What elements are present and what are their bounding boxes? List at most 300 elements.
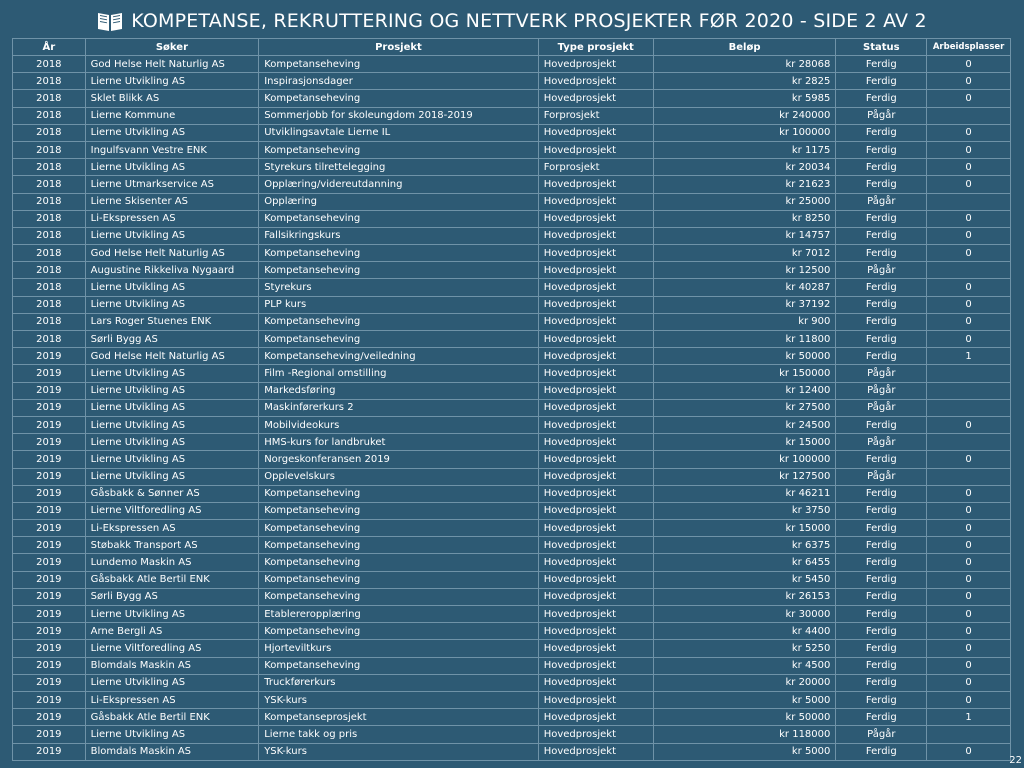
project-type-cell: Forprosjekt — [538, 159, 653, 176]
jobs-cell — [927, 382, 1011, 399]
status-cell: Ferdig — [836, 606, 927, 623]
applicant-cell: Sørli Bygg AS — [85, 331, 259, 348]
project-cell: Kompetanseheving — [259, 554, 539, 571]
applicant-cell: Augustine Rikkeliva Nygaard — [85, 262, 259, 279]
table-row — [13, 124, 1011, 141]
jobs-cell — [927, 468, 1011, 485]
jobs-cell: 0 — [927, 210, 1011, 227]
project-cell: Opplæring/videreutdanning — [259, 176, 539, 193]
applicant-cell: Ingulfsvann Vestre ENK — [85, 141, 259, 158]
project-type-cell: Hovedprosjekt — [538, 124, 653, 141]
year-cell: 2018 — [13, 210, 86, 227]
jobs-cell: 0 — [927, 571, 1011, 588]
year-cell: 2018 — [13, 227, 86, 244]
year-cell: 2019 — [13, 416, 86, 433]
table-row — [13, 451, 1011, 468]
year-cell: 2018 — [13, 159, 86, 176]
jobs-cell — [927, 193, 1011, 210]
table-row — [13, 709, 1011, 726]
project-type-cell: Hovedprosjekt — [538, 434, 653, 451]
status-cell: Ferdig — [836, 159, 927, 176]
table-row — [13, 227, 1011, 244]
table-row — [13, 416, 1011, 433]
table-row — [13, 90, 1011, 107]
applicant-cell: Lierne Utvikling AS — [85, 416, 259, 433]
table-row — [13, 588, 1011, 605]
project-cell: YSK-kurs — [259, 743, 539, 760]
project-cell: Utviklingsavtale Lierne IL — [259, 124, 539, 141]
column-header-year: År — [13, 39, 86, 56]
project-type-cell: Hovedprosjekt — [538, 227, 653, 244]
year-cell: 2018 — [13, 193, 86, 210]
table-row — [13, 520, 1011, 537]
project-type-cell: Hovedprosjekt — [538, 313, 653, 330]
applicant-cell: God Helse Helt Naturlig AS — [85, 56, 259, 73]
status-cell: Pågår — [836, 382, 927, 399]
amount-cell: kr 20000 — [653, 674, 836, 691]
project-type-cell: Hovedprosjekt — [538, 485, 653, 502]
applicant-cell: Lierne Utvikling AS — [85, 434, 259, 451]
jobs-cell — [927, 726, 1011, 743]
year-cell: 2019 — [13, 606, 86, 623]
table-row — [13, 623, 1011, 640]
applicant-cell: Sørli Bygg AS — [85, 588, 259, 605]
status-cell: Ferdig — [836, 90, 927, 107]
amount-cell: kr 12400 — [653, 382, 836, 399]
status-cell: Ferdig — [836, 691, 927, 708]
table-row — [13, 159, 1011, 176]
page-title: KOMPETANSE, REKRUTTERING OG NETTVERK PROSJEKTER FØR 2020 - SIDE 2 AV 2 — [131, 10, 927, 32]
project-type-cell: Hovedprosjekt — [538, 90, 653, 107]
status-cell: Pågår — [836, 107, 927, 124]
table-row — [13, 313, 1011, 330]
jobs-cell: 0 — [927, 331, 1011, 348]
jobs-cell — [927, 262, 1011, 279]
column-header-jobs: Arbeidsplasser — [927, 39, 1011, 56]
applicant-cell: Lierne Utvikling AS — [85, 124, 259, 141]
jobs-cell: 0 — [927, 554, 1011, 571]
status-cell: Ferdig — [836, 640, 927, 657]
year-cell: 2019 — [13, 709, 86, 726]
year-cell: 2019 — [13, 640, 86, 657]
status-cell: Ferdig — [836, 210, 927, 227]
project-cell: Kompetanseheving — [259, 657, 539, 674]
year-cell: 2019 — [13, 726, 86, 743]
year-cell: 2019 — [13, 502, 86, 519]
amount-cell: kr 11800 — [653, 331, 836, 348]
project-cell: Kompetanseheving/veiledning — [259, 348, 539, 365]
applicant-cell: Støbakk Transport AS — [85, 537, 259, 554]
project-cell: Kompetanseheving — [259, 331, 539, 348]
amount-cell: kr 3750 — [653, 502, 836, 519]
project-type-cell: Hovedprosjekt — [538, 176, 653, 193]
amount-cell: kr 4500 — [653, 657, 836, 674]
applicant-cell: Lierne Utvikling AS — [85, 159, 259, 176]
project-cell: Mobilvideokurs — [259, 416, 539, 433]
table-row — [13, 331, 1011, 348]
status-cell: Ferdig — [836, 141, 927, 158]
status-cell: Ferdig — [836, 313, 927, 330]
project-cell: Film -Regional omstilling — [259, 365, 539, 382]
applicant-cell: Lierne Utvikling AS — [85, 674, 259, 691]
status-cell: Ferdig — [836, 56, 927, 73]
amount-cell: kr 30000 — [653, 606, 836, 623]
project-type-cell: Hovedprosjekt — [538, 399, 653, 416]
project-type-cell: Hovedprosjekt — [538, 279, 653, 296]
jobs-cell — [927, 399, 1011, 416]
year-cell: 2018 — [13, 56, 86, 73]
project-type-cell: Hovedprosjekt — [538, 674, 653, 691]
status-cell: Ferdig — [836, 674, 927, 691]
year-cell: 2019 — [13, 743, 86, 760]
amount-cell: kr 21623 — [653, 176, 836, 193]
status-cell: Pågår — [836, 262, 927, 279]
project-cell: Kompetanseheving — [259, 537, 539, 554]
jobs-cell: 1 — [927, 348, 1011, 365]
status-cell: Pågår — [836, 399, 927, 416]
table-row — [13, 193, 1011, 210]
amount-cell: kr 5450 — [653, 571, 836, 588]
amount-cell: kr 46211 — [653, 485, 836, 502]
project-type-cell: Hovedprosjekt — [538, 331, 653, 348]
amount-cell: kr 8250 — [653, 210, 836, 227]
year-cell: 2019 — [13, 365, 86, 382]
column-header-applicant: Søker — [85, 39, 259, 56]
jobs-cell: 0 — [927, 313, 1011, 330]
year-cell: 2019 — [13, 588, 86, 605]
status-cell: Pågår — [836, 434, 927, 451]
amount-cell: kr 4400 — [653, 623, 836, 640]
table-row — [13, 210, 1011, 227]
table-row — [13, 296, 1011, 313]
status-cell: Ferdig — [836, 451, 927, 468]
project-cell: Styrekurs tilrettelegging — [259, 159, 539, 176]
jobs-cell: 1 — [927, 709, 1011, 726]
status-cell: Ferdig — [836, 588, 927, 605]
year-cell: 2019 — [13, 554, 86, 571]
project-type-cell: Hovedprosjekt — [538, 382, 653, 399]
amount-cell: kr 27500 — [653, 399, 836, 416]
table-row — [13, 485, 1011, 502]
applicant-cell: Lierne Utvikling AS — [85, 382, 259, 399]
table-row — [13, 382, 1011, 399]
jobs-cell: 0 — [927, 691, 1011, 708]
applicant-cell: Li-Ekspressen AS — [85, 520, 259, 537]
year-cell: 2019 — [13, 399, 86, 416]
project-type-cell: Hovedprosjekt — [538, 537, 653, 554]
project-type-cell: Hovedprosjekt — [538, 245, 653, 262]
jobs-cell: 0 — [927, 502, 1011, 519]
jobs-cell: 0 — [927, 657, 1011, 674]
applicant-cell: Lierne Utvikling AS — [85, 726, 259, 743]
table-row — [13, 365, 1011, 382]
table-row — [13, 502, 1011, 519]
applicant-cell: Gåsbakk Atle Bertil ENK — [85, 571, 259, 588]
status-cell: Ferdig — [836, 331, 927, 348]
table-row — [13, 468, 1011, 485]
status-cell: Ferdig — [836, 227, 927, 244]
year-cell: 2018 — [13, 245, 86, 262]
amount-cell: kr 25000 — [653, 193, 836, 210]
year-cell: 2019 — [13, 485, 86, 502]
project-type-cell: Hovedprosjekt — [538, 623, 653, 640]
project-cell: Kompetanseheving — [259, 571, 539, 588]
table-row — [13, 348, 1011, 365]
year-cell: 2018 — [13, 107, 86, 124]
jobs-cell: 0 — [927, 537, 1011, 554]
year-cell: 2019 — [13, 571, 86, 588]
applicant-cell: Lierne Utvikling AS — [85, 399, 259, 416]
project-type-cell: Hovedprosjekt — [538, 141, 653, 158]
project-type-cell: Hovedprosjekt — [538, 709, 653, 726]
project-type-cell: Hovedprosjekt — [538, 193, 653, 210]
applicant-cell: Arne Bergli AS — [85, 623, 259, 640]
amount-cell: kr 6375 — [653, 537, 836, 554]
table-row — [13, 141, 1011, 158]
project-cell: Fallsikringskurs — [259, 227, 539, 244]
jobs-cell: 0 — [927, 451, 1011, 468]
amount-cell: kr 2825 — [653, 73, 836, 90]
column-header-project: Prosjekt — [259, 39, 539, 56]
table-row — [13, 73, 1011, 90]
amount-cell: kr 12500 — [653, 262, 836, 279]
project-cell: Opplæring — [259, 193, 539, 210]
applicant-cell: Blomdals Maskin AS — [85, 743, 259, 760]
project-type-cell: Hovedprosjekt — [538, 606, 653, 623]
year-cell: 2018 — [13, 176, 86, 193]
year-cell: 2018 — [13, 262, 86, 279]
project-type-cell: Hovedprosjekt — [538, 296, 653, 313]
project-cell: Kompetanseheving — [259, 623, 539, 640]
project-cell: Etablereropplæring — [259, 606, 539, 623]
project-cell: Hjorteviltkurs — [259, 640, 539, 657]
amount-cell: kr 100000 — [653, 124, 836, 141]
status-cell: Ferdig — [836, 176, 927, 193]
jobs-cell: 0 — [927, 279, 1011, 296]
year-cell: 2018 — [13, 90, 86, 107]
project-cell: YSK-kurs — [259, 691, 539, 708]
amount-cell: kr 5000 — [653, 743, 836, 760]
table-body — [13, 56, 1011, 761]
applicant-cell: Blomdals Maskin AS — [85, 657, 259, 674]
project-cell: Kompetanseheving — [259, 502, 539, 519]
amount-cell: kr 118000 — [653, 726, 836, 743]
table-row — [13, 726, 1011, 743]
table-row — [13, 262, 1011, 279]
project-cell: Norgeskonferansen 2019 — [259, 451, 539, 468]
status-cell: Ferdig — [836, 709, 927, 726]
project-type-cell: Hovedprosjekt — [538, 56, 653, 73]
applicant-cell: Li-Ekspressen AS — [85, 210, 259, 227]
project-cell: Kompetanseheving — [259, 90, 539, 107]
project-type-cell: Hovedprosjekt — [538, 726, 653, 743]
status-cell: Ferdig — [836, 124, 927, 141]
applicant-cell: Lierne Utvikling AS — [85, 227, 259, 244]
amount-cell: kr 28068 — [653, 56, 836, 73]
project-cell: Kompetanseheving — [259, 520, 539, 537]
project-type-cell: Hovedprosjekt — [538, 743, 653, 760]
jobs-cell — [927, 365, 1011, 382]
table-row — [13, 571, 1011, 588]
project-cell: Kompetanseheving — [259, 56, 539, 73]
status-cell: Ferdig — [836, 279, 927, 296]
project-cell: Kompetanseheving — [259, 245, 539, 262]
amount-cell: kr 6455 — [653, 554, 836, 571]
jobs-cell: 0 — [927, 485, 1011, 502]
project-type-cell: Hovedprosjekt — [538, 588, 653, 605]
project-cell: Kompetanseheving — [259, 588, 539, 605]
amount-cell: kr 20034 — [653, 159, 836, 176]
status-cell: Ferdig — [836, 743, 927, 760]
project-cell: PLP kurs — [259, 296, 539, 313]
project-type-cell: Hovedprosjekt — [538, 502, 653, 519]
table-header-row — [13, 39, 1011, 56]
amount-cell: kr 5985 — [653, 90, 836, 107]
jobs-cell: 0 — [927, 56, 1011, 73]
status-cell: Ferdig — [836, 502, 927, 519]
project-type-cell: Hovedprosjekt — [538, 348, 653, 365]
jobs-cell: 0 — [927, 296, 1011, 313]
project-type-cell: Hovedprosjekt — [538, 691, 653, 708]
year-cell: 2019 — [13, 382, 86, 399]
applicant-cell: God Helse Helt Naturlig AS — [85, 245, 259, 262]
table-row — [13, 399, 1011, 416]
applicant-cell: Lierne Utvikling AS — [85, 296, 259, 313]
open-book-icon — [97, 10, 123, 32]
jobs-cell: 0 — [927, 90, 1011, 107]
amount-cell: kr 100000 — [653, 451, 836, 468]
status-cell: Pågår — [836, 365, 927, 382]
year-cell: 2019 — [13, 537, 86, 554]
projects-table — [12, 38, 1011, 761]
table-row — [13, 674, 1011, 691]
table-row — [13, 107, 1011, 124]
jobs-cell: 0 — [927, 520, 1011, 537]
project-cell: Kompetanseheving — [259, 210, 539, 227]
project-cell: Sommerjobb for skoleungdom 2018-2019 — [259, 107, 539, 124]
project-type-cell: Hovedprosjekt — [538, 657, 653, 674]
page-number: 22 — [1009, 755, 1022, 766]
project-cell: Markedsføring — [259, 382, 539, 399]
project-type-cell: Hovedprosjekt — [538, 640, 653, 657]
applicant-cell: Lierne Utvikling AS — [85, 365, 259, 382]
table-row — [13, 279, 1011, 296]
status-cell: Ferdig — [836, 554, 927, 571]
table-row — [13, 176, 1011, 193]
status-cell: Ferdig — [836, 520, 927, 537]
year-cell: 2018 — [13, 313, 86, 330]
year-cell: 2019 — [13, 520, 86, 537]
project-type-cell: Hovedprosjekt — [538, 210, 653, 227]
jobs-cell: 0 — [927, 124, 1011, 141]
project-cell: Kompetanseheving — [259, 313, 539, 330]
amount-cell: kr 14757 — [653, 227, 836, 244]
table-row — [13, 743, 1011, 760]
status-cell: Ferdig — [836, 537, 927, 554]
amount-cell: kr 50000 — [653, 348, 836, 365]
jobs-cell: 0 — [927, 227, 1011, 244]
project-type-cell: Hovedprosjekt — [538, 468, 653, 485]
status-cell: Pågår — [836, 726, 927, 743]
year-cell: 2019 — [13, 468, 86, 485]
amount-cell: kr 7012 — [653, 245, 836, 262]
jobs-cell: 0 — [927, 141, 1011, 158]
jobs-cell: 0 — [927, 623, 1011, 640]
project-type-cell: Hovedprosjekt — [538, 73, 653, 90]
year-cell: 2018 — [13, 296, 86, 313]
status-cell: Ferdig — [836, 623, 927, 640]
project-type-cell: Hovedprosjekt — [538, 520, 653, 537]
project-type-cell: Hovedprosjekt — [538, 571, 653, 588]
jobs-cell: 0 — [927, 176, 1011, 193]
amount-cell: kr 50000 — [653, 709, 836, 726]
amount-cell: kr 24500 — [653, 416, 836, 433]
amount-cell: kr 127500 — [653, 468, 836, 485]
applicant-cell: Lierne Kommune — [85, 107, 259, 124]
jobs-cell: 0 — [927, 416, 1011, 433]
amount-cell: kr 900 — [653, 313, 836, 330]
column-header-amount: Beløp — [653, 39, 836, 56]
project-cell: Kompetanseheving — [259, 485, 539, 502]
amount-cell: kr 240000 — [653, 107, 836, 124]
project-cell: Kompetanseheving — [259, 141, 539, 158]
project-cell: Styrekurs — [259, 279, 539, 296]
status-cell: Ferdig — [836, 657, 927, 674]
status-cell: Pågår — [836, 468, 927, 485]
project-type-cell: Forprosjekt — [538, 107, 653, 124]
year-cell: 2018 — [13, 73, 86, 90]
year-cell: 2018 — [13, 279, 86, 296]
amount-cell: kr 37192 — [653, 296, 836, 313]
amount-cell: kr 5000 — [653, 691, 836, 708]
year-cell: 2019 — [13, 623, 86, 640]
status-cell: Pågår — [836, 193, 927, 210]
jobs-cell: 0 — [927, 743, 1011, 760]
jobs-cell: 0 — [927, 640, 1011, 657]
jobs-cell — [927, 434, 1011, 451]
applicant-cell: Sklet Blikk AS — [85, 90, 259, 107]
project-cell: Lierne takk og pris — [259, 726, 539, 743]
project-cell: Opplevelskurs — [259, 468, 539, 485]
project-cell: Kompetanseprosjekt — [259, 709, 539, 726]
amount-cell: kr 5250 — [653, 640, 836, 657]
applicant-cell: Lierne Utvikling AS — [85, 606, 259, 623]
status-cell: Ferdig — [836, 296, 927, 313]
applicant-cell: Lierne Utmarkservice AS — [85, 176, 259, 193]
jobs-cell: 0 — [927, 159, 1011, 176]
applicant-cell: Lars Roger Stuenes ENK — [85, 313, 259, 330]
applicant-cell: Li-Ekspressen AS — [85, 691, 259, 708]
project-cell: Maskinførerkurs 2 — [259, 399, 539, 416]
jobs-cell: 0 — [927, 588, 1011, 605]
status-cell: Ferdig — [836, 416, 927, 433]
year-cell: 2018 — [13, 141, 86, 158]
table-row — [13, 245, 1011, 262]
project-type-cell: Hovedprosjekt — [538, 451, 653, 468]
jobs-cell: 0 — [927, 606, 1011, 623]
status-cell: Ferdig — [836, 245, 927, 262]
applicant-cell: Lundemo Maskin AS — [85, 554, 259, 571]
year-cell: 2019 — [13, 451, 86, 468]
year-cell: 2019 — [13, 348, 86, 365]
jobs-cell: 0 — [927, 73, 1011, 90]
applicant-cell: Lierne Utvikling AS — [85, 279, 259, 296]
table-row — [13, 657, 1011, 674]
applicant-cell: Lierne Utvikling AS — [85, 451, 259, 468]
amount-cell: kr 26153 — [653, 588, 836, 605]
table-row — [13, 606, 1011, 623]
column-header-project-type: Type prosjekt — [538, 39, 653, 56]
